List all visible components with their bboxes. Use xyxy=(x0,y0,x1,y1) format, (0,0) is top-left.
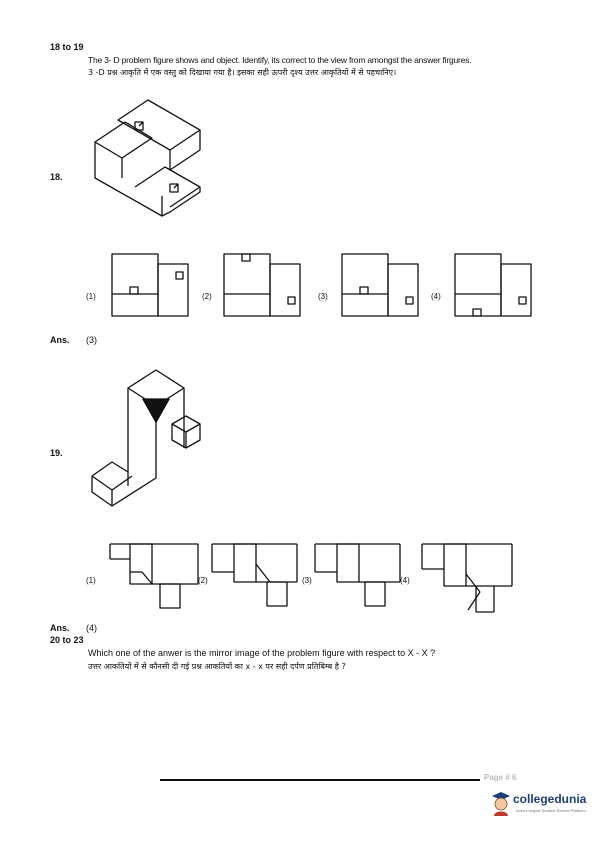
q19-option-4-figure[interactable] xyxy=(422,544,517,619)
q19-option-1-label: (1) xyxy=(86,576,96,585)
q18-option-1-label: (1) xyxy=(86,292,96,301)
mirror-instruction-hindi: उत्तर आकतियों में से कौनसी दी गई प्रश्न आकतियों का x - x पर सही दर्पण प्रतिबिम्ब है ? xyxy=(88,662,346,671)
q18-answer-value: (3) xyxy=(86,335,97,345)
q18-option-1-figure[interactable] xyxy=(112,254,192,319)
q18-option-3-label: (3) xyxy=(318,292,328,301)
question-18-number: 18. xyxy=(50,172,63,182)
q19-option-2-figure[interactable] xyxy=(212,544,302,614)
mirror-instruction-english: Which one of the anwer is the mirror image of the problem figure with respect to X - X ? xyxy=(88,648,436,658)
q18-option-2-figure[interactable] xyxy=(224,254,304,319)
section-heading-18-19: 18 to 19 xyxy=(50,42,84,52)
question-19-number: 19. xyxy=(50,448,63,458)
q19-option-3-label: (3) xyxy=(302,576,312,585)
footer-divider xyxy=(160,779,480,781)
instruction-hindi: 3 -D प्रश्न आकृति में एक वस्तु को दिखाया गया है। इसका सही ऊपरी दृश्य उत्तर आकृतियों में से पहचानिए। xyxy=(88,68,397,77)
q18-option-2-label: (2) xyxy=(202,292,212,301)
q19-option-1-figure[interactable] xyxy=(110,544,200,614)
instruction-english: The 3- D problem figure shows and object. Identify, its correct to the view from amongst the answer firgures. xyxy=(88,55,472,65)
page-number: Page # 6 xyxy=(484,773,517,782)
brand-name[interactable]: collegedunia xyxy=(513,792,587,806)
q19-problem-figure xyxy=(88,366,213,511)
q18-problem-figure xyxy=(90,92,220,217)
q18-option-3-figure[interactable] xyxy=(342,254,422,319)
q19-option-4-label: (4) xyxy=(400,576,410,585)
q18-answer-label: Ans. xyxy=(50,335,70,345)
q18-option-4-label: (4) xyxy=(431,292,441,301)
brand-tagline: India's largest Student Review Platform xyxy=(516,808,586,813)
q18-option-4-figure[interactable] xyxy=(455,254,535,319)
q19-option-3-figure[interactable] xyxy=(315,544,405,614)
section-heading-20-23: 20 to 23 xyxy=(50,635,84,645)
q19-answer-value: (4) xyxy=(86,623,97,633)
graduate-logo-icon xyxy=(490,790,512,818)
q19-answer-label: Ans. xyxy=(50,623,70,633)
q19-option-2-label: (2) xyxy=(198,576,208,585)
